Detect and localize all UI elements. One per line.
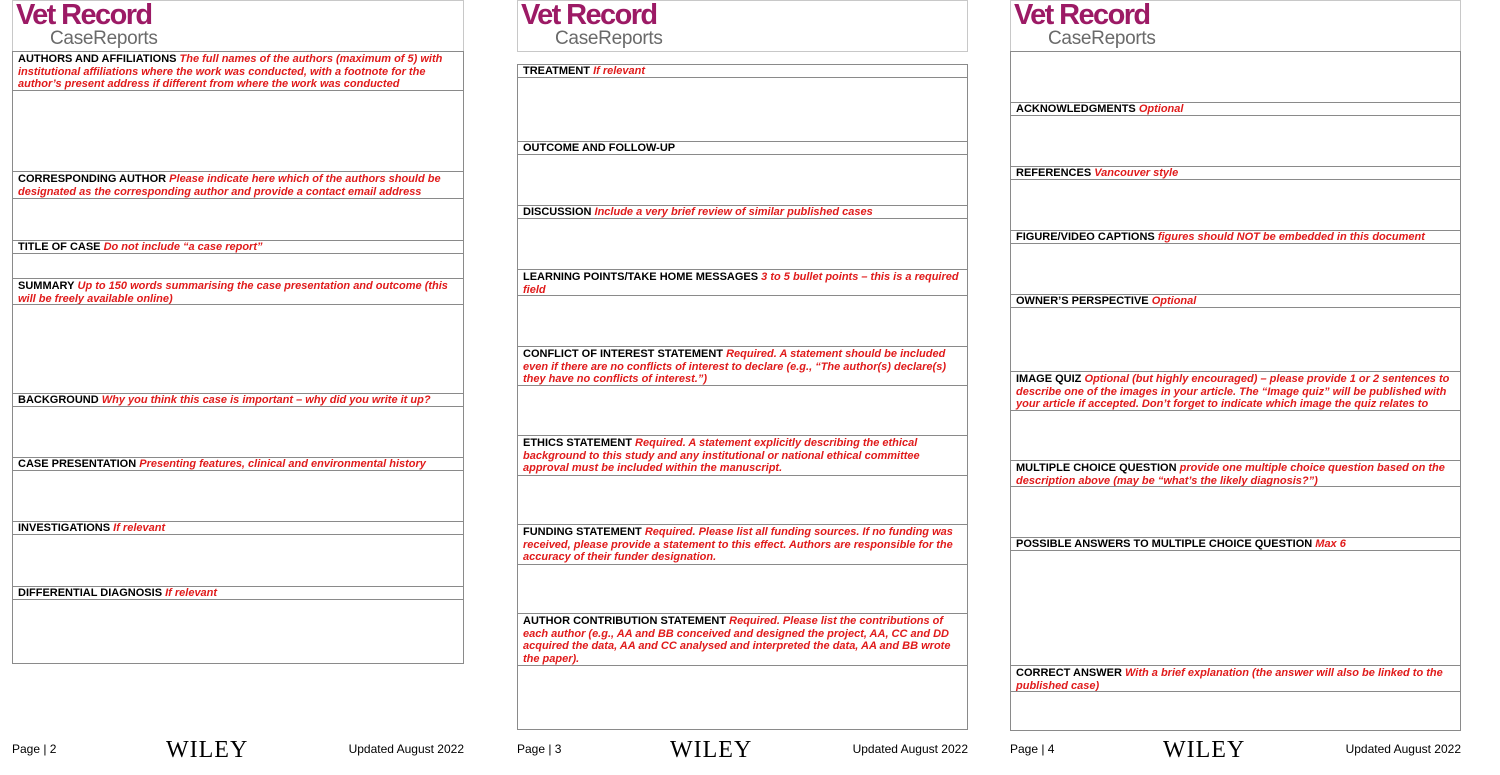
owners-perspective-input-area[interactable] (1011, 308, 1460, 372)
page-number: Page | 4 (1010, 742, 1055, 756)
section-header-differential-diagnosis: DIFFERENTIAL DIAGNOSIS If relevant (13, 587, 463, 600)
acknowledgments-input-area[interactable] (1011, 116, 1460, 167)
section-header-multiple-choice-question: MULTIPLE CHOICE QUESTION provide one multiple choice question based on the description above (may be “what’s the likely diagnosis?”) (1011, 461, 1460, 487)
updated-date: Updated August 2022 (348, 742, 464, 756)
section-header-background: BACKGROUND Why you think this case is important – why did you write it up? (13, 394, 463, 407)
section-header-correct-answer: CORRECT ANSWER With a brief explanation (the answer will also be linked to the published case) (1011, 666, 1460, 692)
logo-subtitle: CaseReports (1048, 28, 1156, 49)
outcome-input-area[interactable] (518, 155, 967, 206)
ethics-input-area[interactable] (518, 476, 967, 525)
section-header-discussion: DISCUSSION Include a very brief review of similar published cases (518, 206, 967, 219)
treatment-input-area[interactable] (518, 78, 967, 142)
wiley-logo: WILEY (670, 737, 753, 763)
page-3 (517, 0, 968, 775)
section-header-captions: FIGURE/VIDEO CAPTIONS figures should NOT be embedded in this document (1011, 231, 1460, 244)
section-header-funding: FUNDING STATEMENT Required. Please list all funding sources. If no funding was received, please provide a statement to this effect. Authors are responsible for the accuracy of their funder designation. (518, 525, 967, 565)
case-presentation-input-area[interactable] (13, 471, 463, 522)
background-input-area[interactable] (13, 407, 463, 458)
form-table (1010, 51, 1461, 731)
section-header-title-of-case: TITLE OF CASE Do not include “a case report” (13, 241, 463, 254)
funding-input-area[interactable] (518, 565, 967, 614)
discussion-input-area[interactable] (518, 219, 967, 270)
multiple-choice-question-input-area[interactable] (1011, 487, 1460, 538)
vet-record-logo (517, 0, 968, 52)
section-header-image-quiz: IMAGE QUIZ Optional (but highly encouraged) – please provide 1 or 2 sentences to describe one of the images in your article. The “Image quiz” will be published with your article if accepted. Don’t forget to indicate which image the quiz relates to (1011, 372, 1460, 411)
updated-date: Updated August 2022 (1345, 742, 1461, 756)
page-footer (12, 737, 464, 765)
section-header-owners-perspective: OWNER’S PERSPECTIVE Optional (1011, 295, 1460, 308)
form-table (517, 64, 968, 730)
section-header-possible-answers: POSSIBLE ANSWERS TO MULTIPLE CHOICE QUESTION Max 6 (1011, 538, 1460, 551)
logo-title: Vet Record (521, 0, 657, 31)
logo-subtitle: CaseReports (555, 28, 663, 49)
section-header-learning-points: LEARNING POINTS/TAKE HOME MESSAGES 3 to 5 bullet points – this is a required field (518, 270, 967, 296)
author-contribution-input-area[interactable] (518, 666, 967, 729)
page-number: Page | 3 (517, 742, 562, 756)
vet-record-logo (12, 0, 464, 52)
logo-title: Vet Record (16, 0, 152, 31)
section-header-author-contribution: AUTHOR CONTRIBUTION STATEMENT Required. Please list the contributions of each author (e.g., AA and BB conceived and designed the project, AA, CC and DD acquired the data, AA and CC analysed and interpreted the data, AA and BB wrote the paper). (518, 614, 967, 666)
vet-record-logo (1010, 0, 1461, 52)
section-header-acknowledgments: ACKNOWLEDGMENTS Optional (1011, 103, 1460, 116)
wiley-logo: WILEY (1163, 737, 1246, 763)
references-input-area[interactable] (1011, 180, 1460, 231)
logo-subtitle: CaseReports (50, 28, 158, 49)
section-header-outcome: OUTCOME AND FOLLOW-UP (518, 142, 967, 155)
section-header-corresponding-author: CORRESPONDING AUTHOR Please indicate here which of the authors should be designated as the corresponding author and provide a contact email address (13, 172, 463, 199)
learning-points-input-area[interactable] (518, 296, 967, 347)
image-quiz-input-area[interactable] (1011, 411, 1460, 461)
wiley-logo: WILEY (166, 737, 249, 763)
summary-input-area[interactable] (13, 305, 463, 394)
section-header-authors: AUTHORS AND AFFILIATIONS The full names of the authors (maximum of 5) with institutional affiliations where the work was conducted, with a footnote for the author’s present address if different from where the work was conducted (13, 52, 463, 91)
corresponding-author-input-area[interactable] (13, 199, 463, 241)
section-header-treatment: TREATMENT If relevant (518, 65, 967, 78)
page-2 (12, 0, 464, 775)
section-header-conflict-of-interest: CONFLICT OF INTEREST STATEMENT Required. A statement should be included even if there are no conflicts of interest to declare (e.g., “The author(s) declare(s) they have no conflicts of interest.”) (518, 347, 967, 386)
form-table (12, 51, 464, 664)
section-header-ethics: ETHICS STATEMENT Required. A statement explicitly describing the ethical background to this study and any institutional or national ethical committee approval must be included within the manuscript. (518, 436, 967, 476)
section-header-summary: SUMMARY Up to 150 words summarising the case presentation and outcome (this will be freely available online) (13, 279, 463, 305)
authors-input-area[interactable] (13, 91, 463, 172)
section-header-case-presentation: CASE PRESENTATION Presenting features, clinical and environmental history (13, 458, 463, 471)
continued-input-area[interactable] (1011, 52, 1460, 103)
section-header-investigations: INVESTIGATIONS If relevant (13, 522, 463, 535)
logo-title: Vet Record (1014, 0, 1150, 31)
title-of-case-input-area[interactable] (13, 254, 463, 279)
updated-date: Updated August 2022 (852, 742, 968, 756)
investigations-input-area[interactable] (13, 535, 463, 587)
page-footer (517, 737, 968, 765)
differential-diagnosis-input-area[interactable] (13, 600, 463, 663)
section-header-references: REFERENCES Vancouver style (1011, 167, 1460, 180)
correct-answer-input-area[interactable] (1011, 692, 1460, 730)
possible-answers-input-area[interactable] (1011, 551, 1460, 666)
page-footer (1010, 737, 1461, 765)
captions-input-area[interactable] (1011, 244, 1460, 295)
conflict-of-interest-input-area[interactable] (518, 386, 967, 436)
page-number: Page | 2 (12, 742, 57, 756)
page-4 (1010, 0, 1461, 775)
